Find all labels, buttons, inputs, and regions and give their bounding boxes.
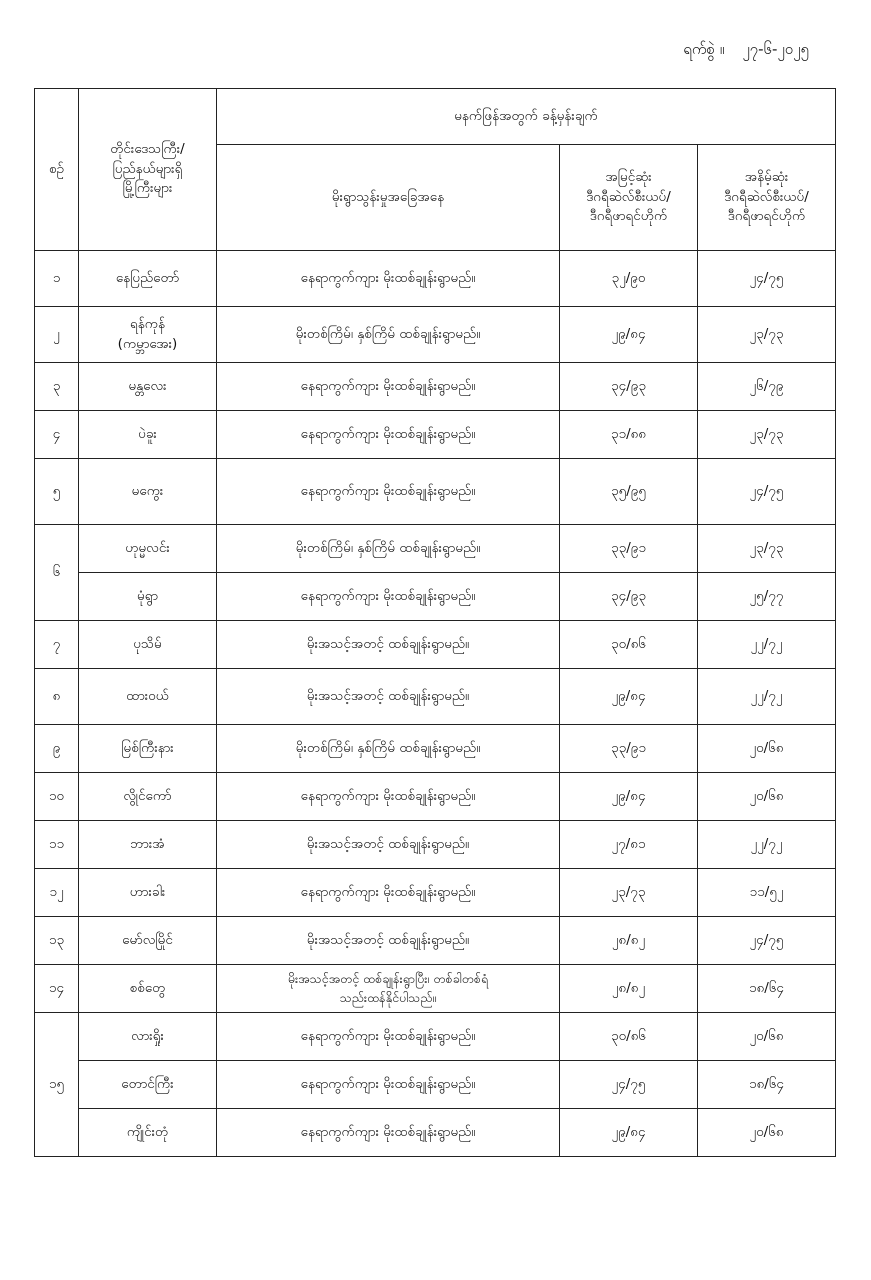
city-cell: ဟုမ္မလင်း (79, 525, 217, 573)
max-temp-cell: ၂၈/၈၂ (560, 917, 698, 965)
min-temp-cell: ၂၀/၆၈ (698, 773, 836, 821)
date-line (683, 40, 809, 62)
serial-cell: ၇ (35, 621, 79, 669)
city-cell: ဟားခါး (79, 869, 217, 917)
min-temp-cell: ၁၈/၆၄ (698, 965, 836, 1013)
table-row (35, 411, 836, 459)
condition-cell: မိုးတစ်ကြိမ်၊ နှစ်ကြိမ် ထစ်ချုန်းရွာမည်။ (217, 525, 560, 573)
city-cell: မကွေး (79, 459, 217, 525)
serial-cell: ၁၃ (35, 917, 79, 965)
serial-cell: ၆ (35, 525, 79, 621)
table-row (35, 1109, 836, 1157)
header-max-temp (560, 145, 698, 251)
min-temp-cell: ၂၀/၆၈ (698, 1109, 836, 1157)
header-city-line: တိုင်းဒေသကြီး/ (110, 141, 185, 158)
city-cell: နေပြည်တော် (79, 251, 217, 307)
city-cell: တောင်ကြီး (79, 1061, 217, 1109)
max-temp-cell: ၃၅/၉၅ (560, 459, 698, 525)
table-row (35, 621, 836, 669)
serial-cell: ၁၅ (35, 1013, 79, 1157)
header-city (79, 89, 217, 251)
condition-cell: နေရာကွက်ကျား မိုးထစ်ချုန်းရွာမည်။ (217, 1109, 560, 1157)
header-max-line: ဒီဂရီဖာရင်ဟိုက် (589, 208, 668, 225)
date-label: ရက်စွဲ ။ (683, 40, 725, 58)
table-row (35, 525, 836, 573)
max-temp-cell: ၃၂/၉၀ (560, 251, 698, 307)
header-forecast-group: မနက်ဖြန်အတွက် ခန့်မှန်းချက် (217, 89, 836, 145)
serial-cell: ၁၁ (35, 821, 79, 869)
max-temp-cell: ၃၀/၈၆ (560, 1013, 698, 1061)
city-cell: ရန်ကုန် (ကမ္ဘာအေး) (79, 307, 217, 363)
serial-cell: ၁၄ (35, 965, 79, 1013)
max-temp-cell: ၂၉/၈၄ (560, 773, 698, 821)
city-cell: ထားဝယ် (79, 669, 217, 725)
table-row (35, 725, 836, 773)
city-cell: မန္တလေး (79, 363, 217, 411)
serial-cell: ၁ (35, 251, 79, 307)
city-cell: မော်လမြိုင် (79, 917, 217, 965)
table-row (35, 459, 836, 525)
condition-cell: မိုးအသင့်အတင့် ထစ်ချုန်းရွာမည်။ (217, 821, 560, 869)
serial-cell: ၅ (35, 459, 79, 525)
max-temp-cell: ၃၄/၉၃ (560, 573, 698, 621)
min-temp-cell: ၂၀/၆၈ (698, 725, 836, 773)
max-temp-cell: ၂၉/၈၄ (560, 307, 698, 363)
table-row (35, 917, 836, 965)
max-temp-cell: ၃၄/၉၃ (560, 363, 698, 411)
min-temp-cell: ၂၄/၇၅ (698, 459, 836, 525)
max-temp-cell: ၃၀/၈၆ (560, 621, 698, 669)
min-temp-cell: ၂၂/၇၂ (698, 669, 836, 725)
table-row (35, 669, 836, 725)
min-temp-cell: ၂၆/၇၉ (698, 363, 836, 411)
header-min-line: အနိမ့်ဆုံး (744, 169, 789, 186)
city-cell: မြစ်ကြီးနား (79, 725, 217, 773)
condition-cell: နေရာကွက်ကျား မိုးထစ်ချုန်းရွာမည်။ (217, 363, 560, 411)
table-row (35, 869, 836, 917)
min-temp-cell: ၂၄/၇၅ (698, 251, 836, 307)
table-row (35, 251, 836, 307)
condition-cell: နေရာကွက်ကျား မိုးထစ်ချုန်းရွာမည်။ (217, 773, 560, 821)
table-row (35, 821, 836, 869)
max-temp-cell: ၂၈/၈၂ (560, 965, 698, 1013)
condition-cell: မိုးတစ်ကြိမ်၊ နှစ်ကြိမ် ထစ်ချုန်းရွာမည်။ (217, 307, 560, 363)
serial-cell: ၄ (35, 411, 79, 459)
city-cell: လားရှိုး (79, 1013, 217, 1061)
header-min-temp (698, 145, 836, 251)
min-temp-cell: ၂၄/၇၅ (698, 917, 836, 965)
header-rain-condition: မိုးရွာသွန်းမှုအခြေအနေ (217, 145, 560, 251)
condition-cell: နေရာကွက်ကျား မိုးထစ်ချုန်းရွာမည်။ (217, 411, 560, 459)
city-cell: ပုသိမ် (79, 621, 217, 669)
header-serial: စဉ် (35, 89, 79, 251)
min-temp-cell: ၂၂/၇၂ (698, 621, 836, 669)
min-temp-cell: ၁၁/၅၂ (698, 869, 836, 917)
header-min-line: ဒီဂရီဆဲလ်စီးယပ်/ (724, 188, 809, 205)
condition-cell: နေရာကွက်ကျား မိုးထစ်ချုန်းရွာမည်။ (217, 869, 560, 917)
city-cell: ပဲခူး (79, 411, 217, 459)
min-temp-cell: ၂၀/၆၈ (698, 1013, 836, 1061)
serial-cell: ၉ (35, 725, 79, 773)
table-row (35, 1061, 836, 1109)
max-temp-cell: ၃၁/၈၈ (560, 411, 698, 459)
header-min-line: ဒီဂရီဖာရင်ဟိုက် (727, 208, 806, 225)
table-row (35, 1013, 836, 1061)
max-temp-cell: ၃၃/၉၁ (560, 725, 698, 773)
min-temp-cell: ၂၅/၇၇ (698, 573, 836, 621)
serial-cell: ၁၀ (35, 773, 79, 821)
condition-cell: နေရာကွက်ကျား မိုးထစ်ချုန်းရွာမည်။ (217, 573, 560, 621)
header-max-line: ဒီဂရီဆဲလ်စီးယပ်/ (586, 188, 671, 205)
condition-cell: နေရာကွက်ကျား မိုးထစ်ချုန်းရွာမည်။ (217, 1013, 560, 1061)
condition-cell: မိုးအသင့်အတင့် ထစ်ချုန်းရွာမည်။ (217, 621, 560, 669)
min-temp-cell: ၂၃/၇၃ (698, 411, 836, 459)
table-row (35, 965, 836, 1013)
serial-cell: ၃ (35, 363, 79, 411)
condition-cell: မိုးအသင့်အတင့် ထစ်ချုန်းရွာမည်။ (217, 917, 560, 965)
condition-cell: နေရာကွက်ကျား မိုးထစ်ချုန်းရွာမည်။ (217, 459, 560, 525)
city-cell: မုံရွာ (79, 573, 217, 621)
serial-cell: ၈ (35, 669, 79, 725)
forecast-table (34, 88, 836, 1157)
condition-cell: နေရာကွက်ကျား မိုးထစ်ချုန်းရွာမည်။ (217, 1061, 560, 1109)
header-max-line: အမြင့်ဆုံး (605, 169, 652, 186)
max-temp-cell: ၂၃/၇၃ (560, 869, 698, 917)
city-cell: လွိုင်ကော် (79, 773, 217, 821)
max-temp-cell: ၃၃/၉၁ (560, 525, 698, 573)
date-value: ၂၇-၆-၂၀၂၅ (742, 40, 809, 58)
min-temp-cell: ၂၃/၇၃ (698, 307, 836, 363)
max-temp-cell: ၂၄/၇၅ (560, 1061, 698, 1109)
condition-cell: မိုးအသင့်အတင့် ထစ်ချုန်းရွာပြီး၊ တစ်ခါတစ်ရံ သည်းထန်နိုင်ပါသည်။ (217, 965, 560, 1013)
table-row (35, 363, 836, 411)
table-row (35, 573, 836, 621)
max-temp-cell: ၂၉/၈၄ (560, 669, 698, 725)
city-cell: ဘားအံ (79, 821, 217, 869)
min-temp-cell: ၁၈/၆၄ (698, 1061, 836, 1109)
serial-cell: ၁၂ (35, 869, 79, 917)
header-city-line: ပြည်နယ်များရှိ (112, 160, 183, 177)
city-cell: ကျိုင်းတုံ (79, 1109, 217, 1157)
condition-cell: မိုးအသင့်အတင့် ထစ်ချုန်းရွာမည်။ (217, 669, 560, 725)
serial-cell: ၂ (35, 307, 79, 363)
table-row (35, 773, 836, 821)
condition-cell: နေရာကွက်ကျား မိုးထစ်ချုန်းရွာမည်။ (217, 251, 560, 307)
min-temp-cell: ၂၂/၇၂ (698, 821, 836, 869)
city-cell: စစ်တွေ (79, 965, 217, 1013)
max-temp-cell: ၂၉/၈၄ (560, 1109, 698, 1157)
max-temp-cell: ၂၇/၈၁ (560, 821, 698, 869)
header-city-line: မြို့ကြီးများ (122, 180, 173, 197)
table-row (35, 307, 836, 363)
min-temp-cell: ၂၃/၇၃ (698, 525, 836, 573)
condition-cell: မိုးတစ်ကြိမ်၊ နှစ်ကြိမ် ထစ်ချုန်းရွာမည်။ (217, 725, 560, 773)
